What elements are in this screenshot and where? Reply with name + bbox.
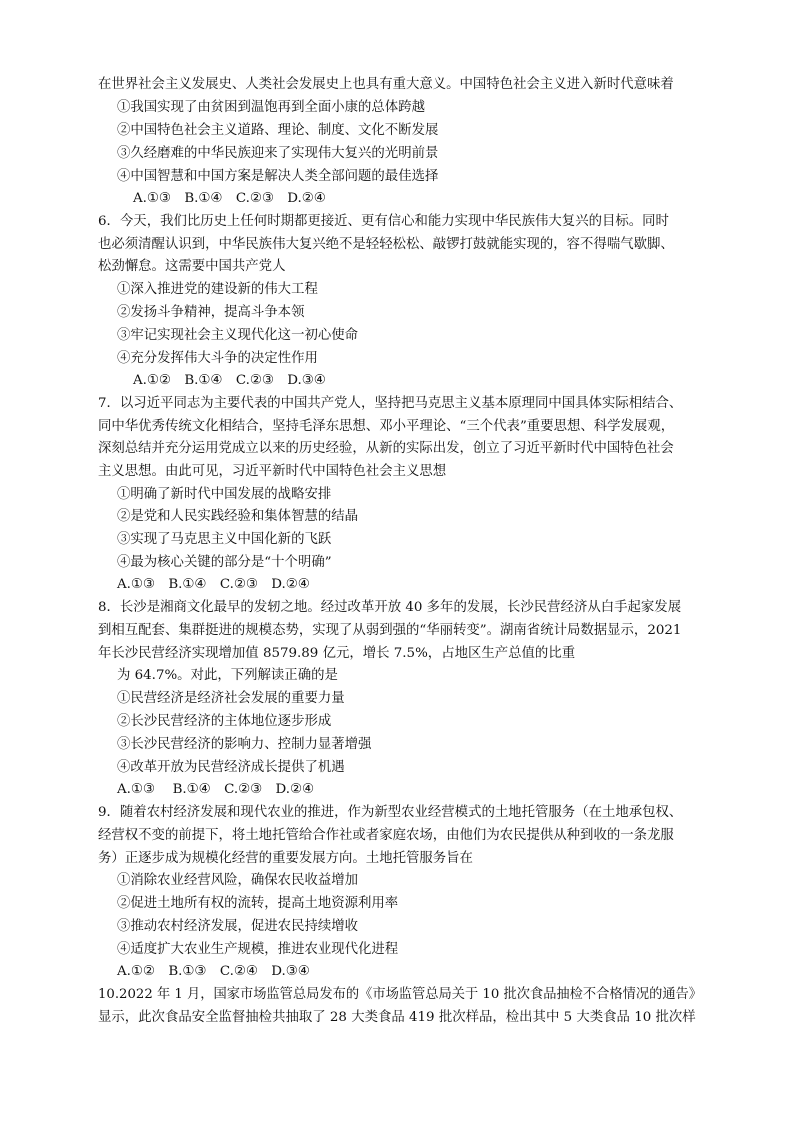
q6-option-3: ③牢记实现社会主义现代化这一初心使命 <box>117 328 359 343</box>
q10-stem-line-1: 10.2022 年 1 月，国家市场监管总局发布的《市场监管总局关于 10 批次食品抽检不合格情况的通告》 <box>98 987 703 1002</box>
q7-choices: A.①③ B.①④ C.②③ D.②④ <box>117 577 310 592</box>
q6-choices: A.①② B.①④ C.②③ D.③④ <box>133 373 326 388</box>
q6-stem-line-3: 松劲懈怠。这需要中国共产党人 <box>98 259 286 274</box>
q7-option-4: ④最为核心关键的部分是“十个明确” <box>117 555 332 570</box>
q9-stem-line-2: 经营权不变的前提下，将土地托管给合作社或者家庭农场，由他们为农民提供从种到收的一条龙服 <box>98 828 674 843</box>
q7-stem-line-1: 7．以习近平同志为主要代表的中国共产党人，坚持把马克思主义基本原理同中国具体实际相结合、 <box>98 396 683 411</box>
q8-option-3: ③长沙民营经济的影响力、控制力显著增强 <box>117 737 372 752</box>
q5-choices: A.①③ B.①④ C.②③ D.②④ <box>133 191 326 206</box>
q6-option-2: ②发扬斗争精神，提高斗争本领 <box>117 305 305 320</box>
q5-option-1: ①我国实现了由贫困到温饱再到全面小康的总体跨越 <box>117 100 425 115</box>
q7-option-1: ①明确了新时代中国发展的战略安排 <box>117 487 332 502</box>
q7-stem-line-3: 深刻总结并充分运用党成立以来的历史经验，从新的实际出发，创立了习近平新时代中国特色社会 <box>98 441 674 456</box>
q9-stem-line-1: 9．随着农村经济发展和现代农业的推进，作为新型农业经营模式的土地托管服务（在土地承包权、 <box>98 805 683 820</box>
q10-stem-line-2: 显示，此次食品安全监督抽检共抽取了 28 大类食品 419 批次样品，检出其中 5 大类食品 10 批次样 <box>98 1010 696 1025</box>
q6-option-4: ④充分发挥伟大斗争的决定性作用 <box>117 351 318 366</box>
q6-stem-line-2: 也必须清醒认识到，中华民族伟大复兴绝不是轻轻松松、敲锣打鼓就能实现的，容不得喘气歇脚、 <box>98 237 674 252</box>
q8-stem-line-4: 为 64.7%。对此，下列解读正确的是 <box>117 668 338 683</box>
q9-choices: A.①② B.①③ C.②④ D.③④ <box>117 964 310 979</box>
q7-option-3: ③实现了马克思主义中国化新的飞跃 <box>117 532 332 547</box>
q7-stem-line-2: 同中华优秀传统文化相结合，坚持毛泽东思想、邓小平理论、“三个代表”重要思想、科学发展观， <box>98 419 675 434</box>
q9-stem-line-3: 务）正逐步成为规模化经营的重要发展方向。土地托管服务旨在 <box>98 851 473 866</box>
q8-stem-line-3: 年长沙民营经济实现增加值 8579.89 亿元，增长 7.5%，占地区生产总值的比重 <box>98 646 576 661</box>
q5-option-3: ③久经磨难的中华民族迎来了实现伟大复兴的光明前景 <box>117 146 439 161</box>
q9-option-3: ③推动农村经济发展，促进农民持续增收 <box>117 919 359 934</box>
q7-stem-line-4: 主义思想。由此可见，习近平新时代中国特色社会主义思想 <box>98 464 447 479</box>
q7-option-2: ②是党和人民实践经验和集体智慧的结晶 <box>117 509 359 524</box>
q5-stem-tail: 在世界社会主义发展史、人类社会发展史上也具有重大意义。中国特色社会主义进入新时代意味着 <box>98 77 674 92</box>
q9-option-4: ④适度扩大农业生产规模，推进农业现代化进程 <box>117 942 399 957</box>
q5-option-2: ②中国特色社会主义道路、理论、制度、文化不断发展 <box>117 123 439 138</box>
q8-option-4: ④改革开放为民营经济成长提供了机遇 <box>117 760 345 775</box>
q5-option-4: ④中国智慧和中国方案是解决人类全部问题的最佳选择 <box>117 169 439 184</box>
q6-option-1: ①深入推进党的建设新的伟大工程 <box>117 282 318 297</box>
q9-option-1: ①消除农业经营风险，确保农民收益增加 <box>117 873 359 888</box>
q9-option-2: ②促进土地所有权的流转，提高土地资源利用率 <box>117 896 399 911</box>
q8-option-1: ①民营经济是经济社会发展的重要力量 <box>117 691 345 706</box>
q8-stem-line-1: 8．长沙是湘商文化最早的发轫之地。经过改革开放 40 多年的发展，长沙民营经济从白手起家发展 <box>98 600 682 615</box>
q6-stem-line-1: 6．今天，我们比历史上任何时期都更接近、更有信心和能力实现中华民族伟大复兴的目标。同时 <box>98 214 669 229</box>
q8-choices: A.①③ B.①④ C.②③ D.②④ <box>117 782 315 797</box>
q8-option-2: ②长沙民营经济的主体地位逐步形成 <box>117 714 332 729</box>
q8-stem-line-2: 到相互配套、集群挺进的规模态势，实现了从弱到强的“华丽转变”。湖南省统计局数据显示，2021 <box>98 623 682 638</box>
